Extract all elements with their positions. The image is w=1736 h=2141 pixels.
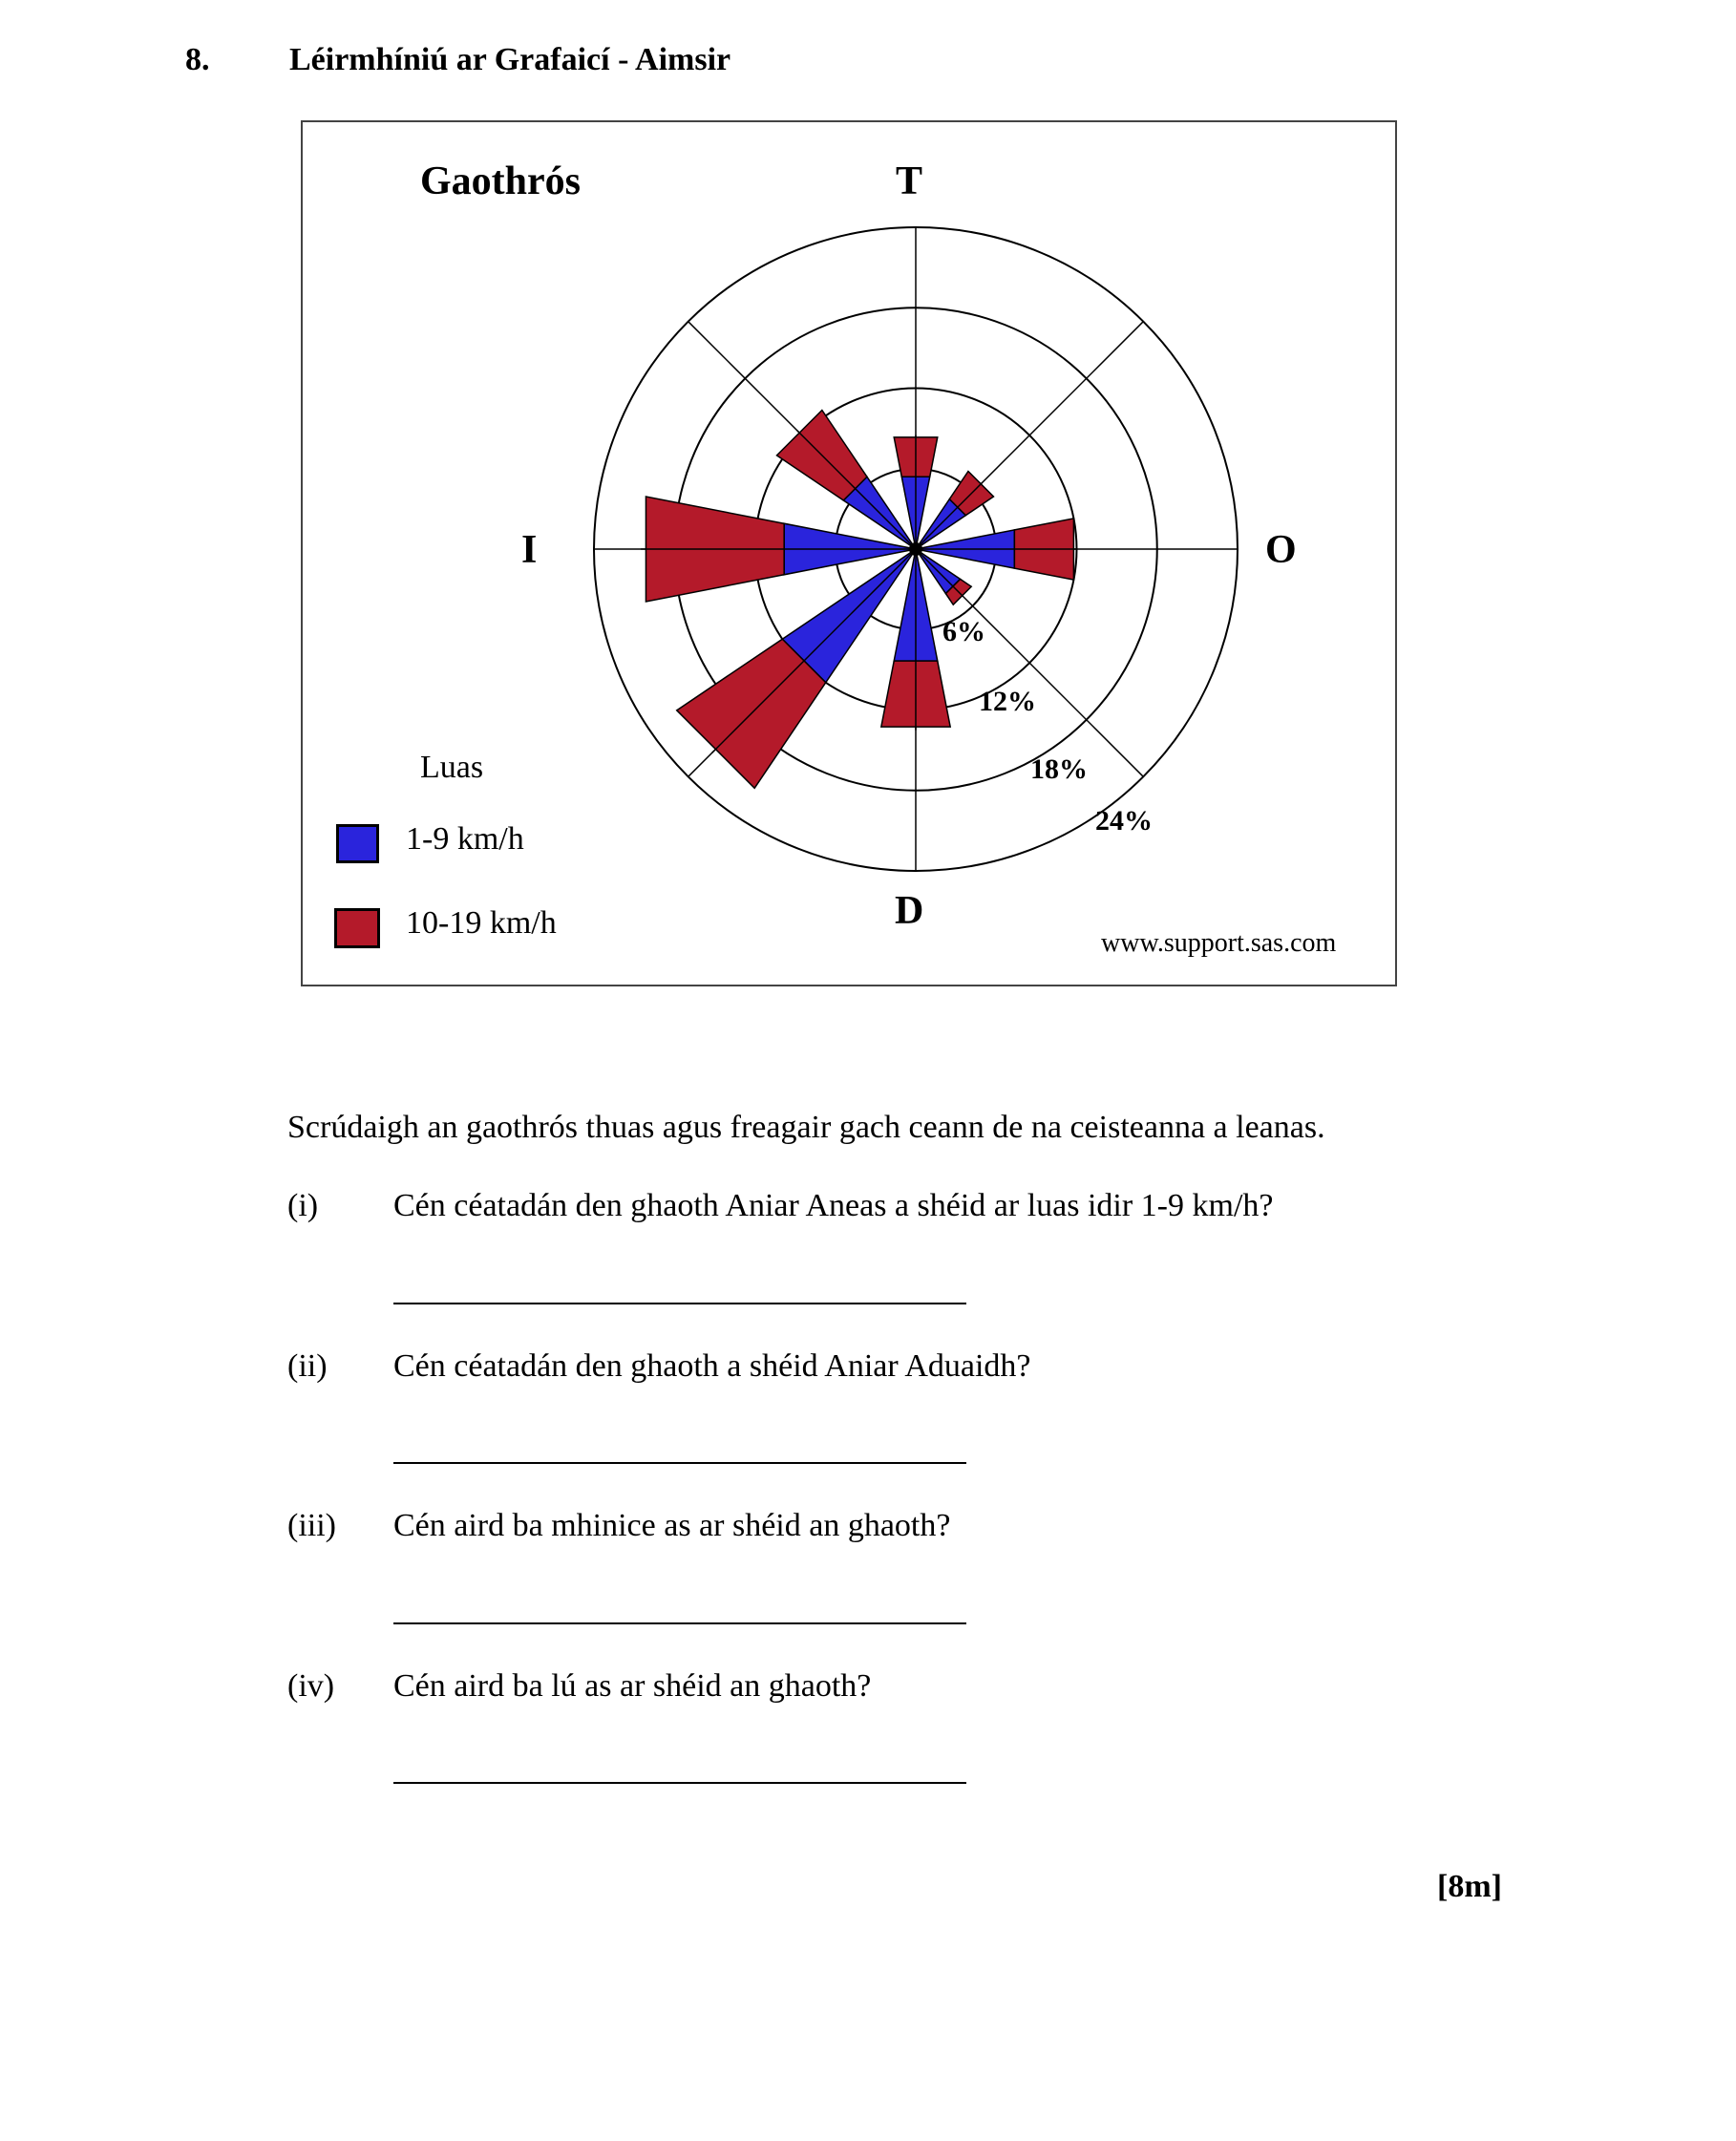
answer-line-4[interactable]: [393, 1782, 966, 1784]
direction-north-label: T: [896, 159, 923, 203]
chart-title: Gaothrós: [420, 159, 581, 203]
instructions: Scrúdaigh an gaothrós thuas agus freagair gach ceann de na ceisteanna a leanas.: [287, 1110, 1325, 1145]
question-title: Léirmhíniú ar Grafaicí - Aimsir: [289, 42, 731, 77]
question-2-text: Cén céatadán den ghaoth a shéid Aniar Aduaidh?: [393, 1348, 1031, 1384]
answer-line-3[interactable]: [393, 1622, 966, 1624]
ring-label-12: 12%: [979, 686, 1036, 717]
chart-source: www.support.sas.com: [1101, 928, 1337, 958]
wind-rose-chart: [0, 0, 1736, 1050]
question-1-text: Cén céatadán den ghaoth Aniar Aneas a shéid ar luas idir 1-9 km/h?: [393, 1188, 1274, 1223]
legend-swatch-10-19: [334, 908, 380, 948]
marks: [8m]: [1437, 1869, 1502, 1904]
ring-label-24: 24%: [1095, 805, 1153, 837]
answer-line-2[interactable]: [393, 1462, 966, 1464]
legend-title: Luas: [420, 750, 484, 785]
question-3-text: Cén aird ba mhinice as ar shéid an ghaoth?: [393, 1508, 951, 1543]
question-1-number: (i): [287, 1188, 319, 1223]
legend-swatch-1-9: [336, 824, 379, 863]
question-number: 8.: [185, 42, 210, 77]
center-dot: [909, 542, 922, 556]
question-2-number: (ii): [287, 1348, 328, 1384]
question-4-text: Cén aird ba lú as ar shéid an ghaoth?: [393, 1668, 872, 1704]
question-4-number: (iv): [287, 1668, 335, 1704]
legend-label-10-19: 10-19 km/h: [406, 905, 557, 941]
direction-south-label: D: [895, 889, 924, 933]
ring-label-18: 18%: [1030, 753, 1088, 785]
answer-line-1[interactable]: [393, 1303, 966, 1304]
direction-west-label: I: [521, 528, 538, 572]
direction-east-label: O: [1265, 528, 1297, 572]
question-3-number: (iii): [287, 1508, 336, 1543]
ring-label-6: 6%: [942, 616, 985, 647]
legend-label-1-9: 1-9 km/h: [406, 821, 524, 857]
